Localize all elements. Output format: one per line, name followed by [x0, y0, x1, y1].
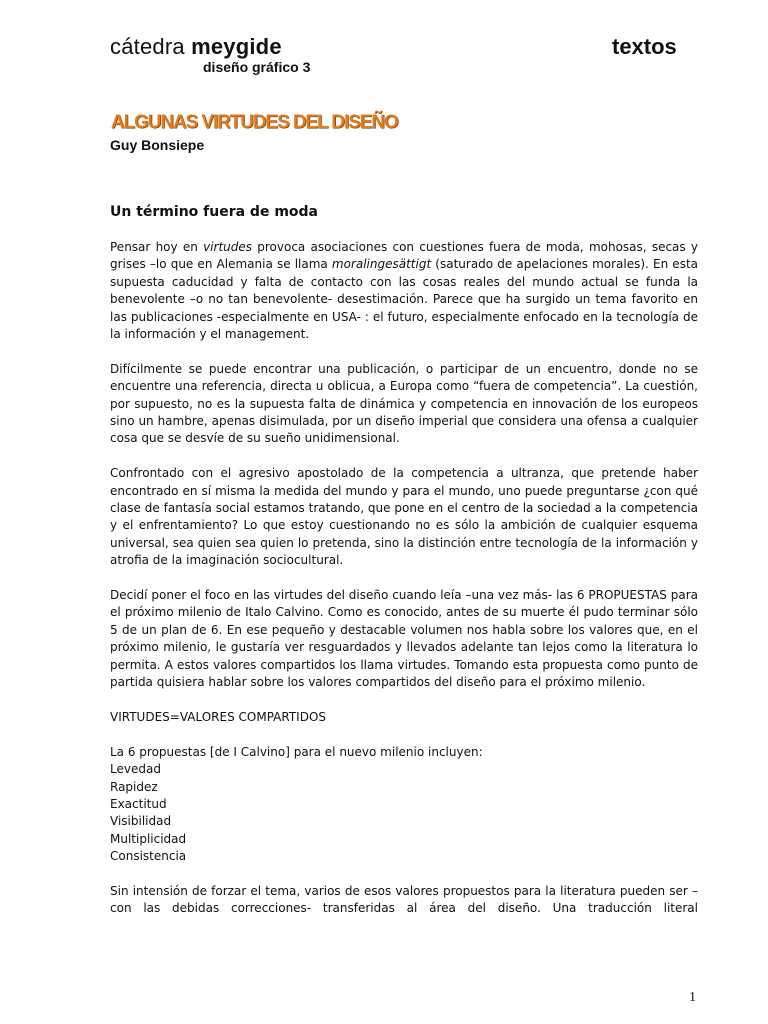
header-section-label: textos [612, 34, 677, 59]
paragraph-1-italic-virtudes: virtudes [203, 240, 253, 254]
list-item: Multiplicidad [110, 831, 187, 846]
paragraph-1-text-c: (saturado de apelaciones morales). En esta supuesta caducidad y falta de contacto con las cosas reales del mundo actual se funda la benevolente –o no tan benevolente- desestimación. Parece que ha surgido un tema favorito en las publicaciones -especialmente en USA- : el futuro, especialmente enfocado en la tecnología de la información y el management. [110, 257, 699, 342]
list-item: Consistencia [110, 849, 187, 864]
list-item: Rapidez [110, 779, 158, 794]
list-item: Levedad [110, 762, 161, 777]
paragraph-1-italic-term: moralingesättigt [331, 257, 432, 272]
document-title: ALGUNAS VIRTUDES DEL DISEÑO [111, 112, 398, 133]
body-text [110, 239, 698, 918]
page-number: 1 [689, 990, 696, 1005]
header-subtitle: diseño gráfico 3 [203, 59, 311, 75]
list-item: Visibilidad [110, 814, 172, 829]
paragraph-1-text-b: provoca asociaciones con cuestiones fuera de moda, mohosas, secas y grises –lo que en Alemania se llama [110, 240, 698, 272]
paragraph-2: Difícilmente se puede encontrar una publicación, o participar de un encuentro, donde no se encuentre una referencia, directa u oblicua, a Europa como “fuera de competencia”. La cuestión, por supuesto, no es la supuesta falta de dinámica y competencia en innovación de los europeos sino un hambre, apenas disimulada, por un diseño imperial que considera una ofensa a cualquier cosa que se desvíe de su sueño unidimensional. [110, 361, 698, 446]
paragraph-5: VIRTUDES=VALORES COMPARTIDOS [110, 709, 327, 724]
list-item: Exactitud [110, 796, 167, 811]
paragraph-7: Sin intensión de forzar el tema, varios de esos valores propuestos para la literatura pueden ser – con las debidas correcciones- transferidas al área del diseño. Una traducción literal [110, 883, 698, 916]
virtues-list [110, 761, 698, 865]
header-brand [110, 34, 282, 60]
paragraph-6-intro: La 6 propuestas [de I Calvino] para el nuevo milenio incluyen: [110, 744, 483, 759]
header-brand-bold: meygide [191, 34, 282, 59]
section-heading: Un término fuera de moda [110, 204, 318, 220]
paragraph-3: Confrontado con el agresivo apostolado de la competencia a ultranza, que pretende haber encontrado en sí misma la medida del mundo y para el mundo, uno puede preguntarse ¿con qué clase de fantasía social estamos tratando, que pone en el centro de la sociedad a la competencia y el enfrentamiento? Lo que estoy cuestionando no es sólo la ambición de cualquier esquema universal, sea quien sea quien lo pretenda, sino la distinción entre tecnología de la información y atrofia de la imaginación sociocultural. [110, 466, 698, 568]
paragraph-1 [110, 239, 698, 343]
paragraph-4: Decidí poner el foco en las virtudes del diseño cuando leía –una vez más- las 6 PROPUESTAS para el próximo milenio de Italo Calvino. Como es conocido, antes de su muerte él pudo terminar sólo 5 de un plan de 6. En ese pequeño y destacable volumen nos habla sobre los valores que, en el próximo milenio, le gustaría ver resguardados y llevados adelante tan lejos como la literatura lo permita. A estos valores compartidos los llama virtudes. Tomando esta propuesta como punto de partida quisiera hablar sobre los valores compartidos del diseño para el próximo milenio. [110, 588, 698, 690]
document-author: Guy Bonsiepe [110, 137, 205, 153]
header-brand-prefix: cátedra [110, 34, 192, 59]
paragraph-1-text-a: Pensar hoy en [110, 240, 204, 254]
